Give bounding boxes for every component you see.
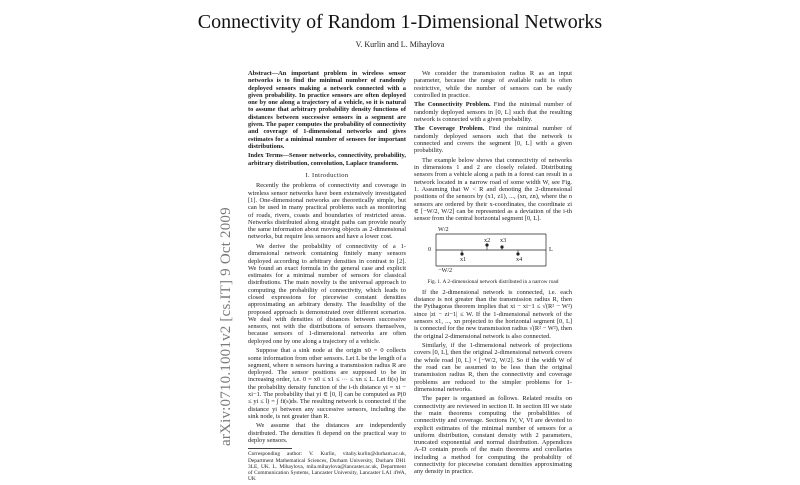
sensor-point: [516, 252, 519, 255]
right-column: [414, 70, 572, 478]
connectivity-problem-text: Find the minimal number of randomly deployed sensors in [0, L] such that the resulting network is connected with a given probability.: [414, 101, 572, 123]
intro-paragraph: We derive the probability of connectivity of a 1-dimensional network containing finitely many sensors deployed according to arbitrary densities in contrast to [2]. We found an exact formula in the general case and explicit estimates for a minimal number of sensors for classical distributions. The main novelty is the universal approach to computing the probability of connectivity, which leads to closed expressions for piecewise constant densities approximating an arbitrary density. The feasibility of the proposed approach is demonstrated over different scenarios. We deal with densities of distances between successive sensors, not with the distributions of sensors themselves, because sensors of 1-dimensional networks are often deployed one by one along a trajectory of a vehicle.: [248, 242, 406, 345]
body-paragraph: Similarly, if the 1-dimensional network of projections covers [0, L], then the original 2-dimensional network covers the whole road [0, L] × [−W/2, W/2]. So if the width W of the road can be assumed to be less than the original transmission radius R, then the connectivity and coverage problems are reduced to the simpler problems for 1-dimensional networks.: [414, 342, 572, 393]
figure-sensor-label: x3: [500, 236, 507, 244]
connectivity-problem: [414, 101, 572, 123]
figure-caption: Fig. 1. A 2-dimensional network distributed in a narrow road: [427, 278, 559, 285]
figure-label-origin: 0: [428, 245, 432, 253]
left-column: [248, 70, 406, 485]
footnote-divider: [248, 448, 292, 449]
corresponding-author-footnote: Corresponding author: V. Kurlin, vitaliy.kurlin@durham.ac.uk, Department Mathematical Sciences, Durham University, Durham DH1 3LE, UK. L. Mihaylova, mila.mihaylova@lancaster.ac.uk, Department of Communication Systems, Lancaster University, Lancaster LA1 4WA, UK: [248, 451, 406, 483]
index-terms: Index Terms—Sensor networks, connectivity, probability, arbitrary distribution, convolution, Laplace transform.: [248, 152, 406, 167]
body-paragraph: If the 2-dimensional network is connected, i.e. each distance is not greater than the transmission radius R, then the Pythagoras theorem implies that xi − xi−1 ≤ √(R² − W²) since |zi − zi−1| ≤ W. If the 1-dimensional network of the sensors x1, ..., xn projected to the horizontal segment [0, L] is connected for the new transmission radius √(R² − W²), then the original 2-dimensional network is also connected.: [414, 288, 572, 340]
body-paragraph: The paper is organised as follows. Related results on connectivity are reviewed in section II. In section III we state the main theorems computing the probabilities of connectivity and coverage. Sections IV, V, VI are devoted to explicit estimates of the minimal number of sensors for a uniform distribution, constant density with 2 parameters, truncated exponential and normal distribution. Appendices A–D contain proofs of the main theorems and corollaries including a method for computing the probability of connectivity for piecewise constant densities approximating any density in practice.: [414, 395, 572, 476]
connectivity-problem-label: The Connectivity Problem.: [414, 101, 491, 109]
sensor-point: [500, 245, 503, 248]
figure-label-bottom: −W/2: [438, 266, 453, 274]
paper-authors: V. Kurlin and L. Mihaylova: [355, 40, 445, 49]
figure-sensor-label: x4: [516, 255, 523, 263]
intro-paragraph: Recently the problems of connectivity and coverage in wireless sensor networks have been extensively investigated [1]. One-dimensional networks are theoretically simple, but can be used in many practical problems such as monitoring of roads, rivers, coasts and boundaries of restricted areas. Networks distributed along straight paths can provide nearly the same information about moving objects as 2-dimensional networks, but require less sensors and have a lower cost.: [248, 182, 406, 241]
figure-sensor-label: x2: [484, 236, 491, 244]
figure-label-top: W/2: [438, 225, 449, 233]
coverage-problem-label: The Coverage Problem.: [414, 125, 485, 133]
arxiv-identifier: arXiv:0710.1001v2 [cs.IT] 9 Oct 2009: [218, 207, 234, 446]
col2-intro-paragraph: We consider the transmission radius R as an input parameter, because the range of available radii is often restrictive, while the number of sensors can be easily controlled in practice.: [414, 70, 572, 99]
example-paragraph: The example below shows that connectivity of networks in dimensions 1 and 2 are closely related. Distributing sensors from a vehicle along a path in a forest can result in a network located in a narrow road of some width W, see Fig. 1. Assuming that W < R and denoting the 2-dimensional positions of the sensors by (x1, z1), ..., (xn, zn), where the n sensors are ordered by their x-coordinates, the coordinate zi ∈ [−W/2, W/2] can be represented as a deviation of the i-th sensor from the central horizontal segment [0, L].: [414, 156, 572, 223]
figure-sensor-label: x1: [460, 255, 467, 263]
intro-paragraph: We assume that the distances are independently distributed. The densities fi depend on the practical way to deploy sensors.: [248, 422, 406, 444]
figure-label-end: L: [549, 245, 553, 253]
paper-title: Connectivity of Random 1-Dimensional Networks: [197, 11, 603, 33]
coverage-problem-text: Find the minimal number of randomly deployed sensors such that the network is connected and covers the segment [0, L] with a given probability.: [414, 125, 572, 155]
abstract: Abstract—An important problem in wireless sensor networks is to find the minimal number of randomly deployed sensors making a network connected with a given probability. In practice sensors are often deployed one by one along a trajectory of a vehicle, so it is natural to assume that arbitrary probability density functions of distances between successive sensors in a segment are given. The paper computes the probability of connectivity and coverage of 1-dimensional networks and gives estimates for a minimal number of sensors for important distributions.: [248, 70, 406, 150]
sensor-point: [460, 252, 463, 255]
intro-paragraph: Suppose that a sink node at the origin x0 = 0 collects some information from other sensors. Let L be the length of a segment, where n sensors having a transmission radius R are deployed. The sensor positions are supposed to be in increasing order, i.e. 0 = x0 ≤ x1 ≤ ··· ≤ xn ≤ L. Let fi(s) be the probability density function of the i-th distance yi = xi − xi−1. The probability that yi ∈ [0, l] can be computed as P(0 ≤ yi ≤ l) = ∫ fi(s)ds. The resulting network is connected if the distance yi between any successive sensors, including the sink node, is not greater than R.: [248, 347, 406, 420]
coverage-problem: [414, 125, 572, 154]
figure-1: [414, 226, 572, 278]
section-title-introduction: I. Introduction: [305, 172, 349, 180]
